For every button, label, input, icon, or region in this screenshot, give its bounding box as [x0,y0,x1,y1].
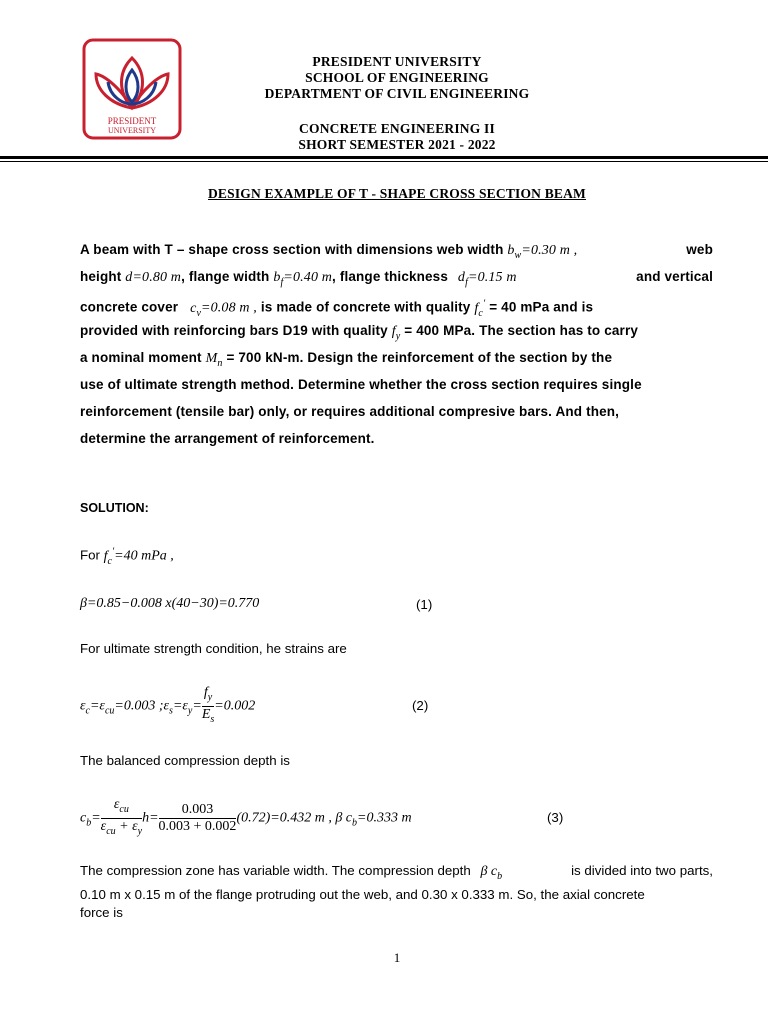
bw-value: =0.30 m , [521,243,578,258]
comp-text: is divided into two parts, [571,863,713,878]
equation-3: $c_b=$ $\frac{\varepsilon_{cu}}{\varepsilon_{cu} + \varepsilon_y}$ h= $\frac{0.003}{0.003 + 0.002}$ (0.72)=0.432 m , β $c_b=0.333$ m [80,797,412,837]
course-name: CONCRETE ENGINEERING II [299,121,495,136]
semester: SHORT SEMESTER 2021 - 2022 [298,137,496,152]
eq3-end: =0.333 m [357,810,412,826]
problem-text: = 400 MPa. The section has to carry [400,323,639,338]
header-rule-thick [0,156,768,159]
problem-text: determine the arrangement of reinforcement. [80,431,375,446]
fc-symbol: $f_c'$ [474,298,486,319]
problem-text: provided with reinforcing bars D19 with quality [80,323,392,338]
problem-text: is made of concrete with quality [256,299,475,315]
problem-text: use of ultimate strength method. Determine whether the cross section requires single [80,377,642,392]
problem-text: height [80,269,126,284]
problem-text: web [686,242,713,257]
cv-value: =0.08 m , [201,300,257,316]
bf-value: =0.40 m [283,270,333,285]
problem-text: , flange thickness [332,269,452,284]
d-value: =0.80 m [132,270,182,285]
problem-text: = 40 mPa and is [485,299,594,315]
comp-text: 0.10 m x 0.15 m of the flange protruding out the web, and 0.30 x 0.333 m. So, the axial concrete [80,886,645,902]
logo-text-president: PRESIDENT [107,116,157,126]
logo-text-university: UNIVERSITY [108,126,156,135]
problem-text: , flange width [181,269,274,284]
problem-text: concrete cover [80,299,183,315]
comp-text: The compression zone has variable width. The compression depth [80,863,475,878]
fc-symbol: $f_c'$ [103,546,115,567]
fc-value: =40 mPa , [114,548,174,564]
compression-paragraph [80,862,713,922]
problem-text: and vertical [636,269,713,284]
balanced-text: The balanced compression depth is [80,753,290,768]
document-title: DESIGN EXAMPLE OF T - SHAPE CROSS SECTION BEAM [207,186,587,201]
page-number: 1 [393,950,401,965]
equation-1: β=0.85−0.008 x(40−30)=0.770 [80,596,260,611]
eq2-right: =0.002 [214,698,256,714]
eq3-tail: (0.72)=0.432 m , β c [236,810,353,826]
problem-text: a nominal moment [80,350,206,365]
eq3-numerator: 0.003 [159,802,237,819]
eq3-denominator: 0.003 + 0.002 [158,818,237,834]
equation-2: $\varepsilon_c=\varepsilon_{cu}=0.003$ $;\varepsilon_s=\varepsilon_y=$ $\frac{f_y}{E_s}$ =0.002 [80,685,256,725]
eq2-left: =0.003 ; [114,698,164,714]
comp-text: force is [80,904,123,920]
mn-symbol: $M_n$ [205,351,223,369]
problem-text: reinforcement (tensile bar) only, or requires additional compresive bars. And then, [80,404,620,419]
for-label: For [80,547,104,563]
solution-heading: SOLUTION: [80,501,149,515]
header-rule-thin [0,161,768,162]
beta-cb-symbol: β $c_b$ [480,864,503,882]
d-symbol: d [125,270,133,285]
df-symbol: $d_f$ [457,270,468,288]
bw-symbol: $b_w$ [507,243,522,261]
university-name: PRESIDENT UNIVERSITY [312,54,482,69]
problem-text: A beam with T – shape cross section with dimensions web width [80,242,508,257]
school-name: SCHOOL OF ENGINEERING [305,70,489,85]
equation-2-number: (2) [412,698,429,713]
fc-line [80,546,174,566]
bf-symbol: $b_f$ [273,270,284,288]
department-name: DEPARTMENT OF CIVIL ENGINEERING [264,86,530,101]
problem-statement [80,236,713,452]
fy-symbol: $f_y$ [391,324,401,342]
cv-symbol: $c_v$ [190,300,202,319]
equation-1-number: (1) [416,597,433,612]
problem-text: = 700 kN-m. Design the reinforcement of the section by the [222,350,613,365]
df-value: =0.15 m [468,270,517,285]
equation-3-number: (3) [547,810,564,825]
strain-text: For ultimate strength condition, he strains are [80,641,347,656]
